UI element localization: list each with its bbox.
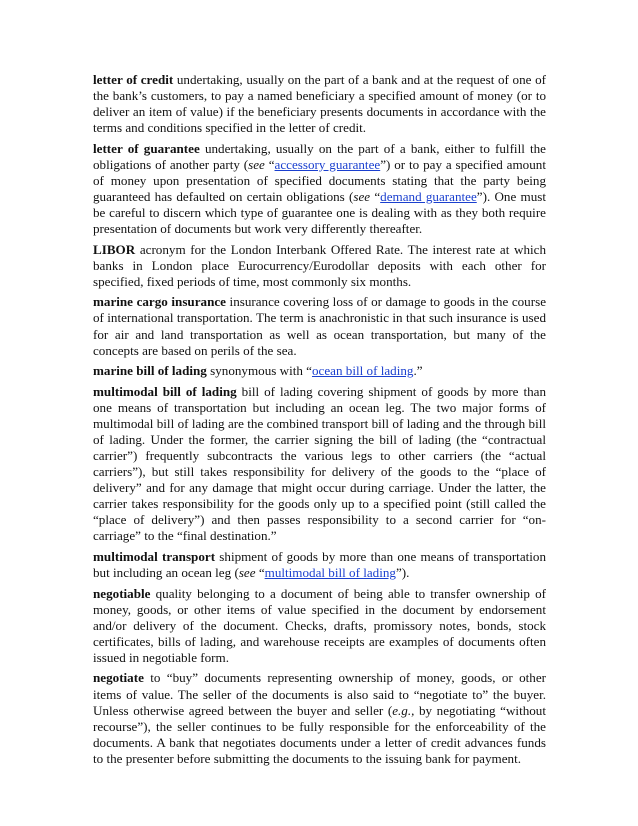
glossary-term: negotiate — [93, 670, 144, 686]
glossary-term: letter of credit — [93, 72, 174, 87]
glossary-entry — [93, 72, 546, 136]
definition-text: “ — [370, 189, 381, 205]
link-multimodal-bill-of-lading[interactable]: multimodal bill of lading — [264, 565, 396, 581]
glossary-term: marine bill of lading — [93, 363, 207, 379]
link-demand-guarantee[interactable]: demand guarantee — [380, 189, 477, 205]
definition-text: ”). — [395, 565, 410, 581]
definition-text: bill of lading covering shipment of goods by more than one means of transportation but including an ocean leg. The two major forms of multimodal bill of lading are the combined transport bill of lading and the through bill of lading. Under the former, the carrier signing the bill of lading (the “contractual carrier”) frequently subcontracts the various legs to other carriers (the “actual carriers”), but still takes responsibility for delivery of the goods to the “place of delivery” and for any damage that might occur during carriage. Under the latter, the carrier takes responsibility for the goods only up to a specified point (still called the “place of delivery”) and then passes responsibility to a second carrier for “on-carriage” to the “final destination.” — [93, 383, 546, 544]
definition-text: ”) or to pay a specified amount of money upon presentation of specified documents stating that the party being guaranteed has defaulted on certain obligations ( — [93, 156, 546, 205]
glossary-page — [93, 72, 546, 771]
glossary-term: multimodal bill of lading — [93, 383, 237, 399]
definition-text: “ — [255, 565, 265, 581]
definition-text: quality belonging to a document of being able to transfer ownership of money, goods, or other items of value specified in the document by endorsement and/or delivery of the document. Checks, drafts, promissory notes, bonds, stock certificates, bills of lading, and warehouse receipts are examples of documents often issued in negotiable form. — [93, 585, 546, 665]
glossary-entry — [93, 363, 546, 379]
glossary-entry — [93, 384, 546, 545]
see-reference: see — [353, 189, 371, 205]
glossary-term: negotiable — [93, 585, 151, 601]
definition-text: ”). One must be careful to discern which type of guarantee one is dealing with as they both require presentation of documents but work very differently thereafter. — [93, 189, 546, 237]
definition-text: synonymous with “ — [206, 363, 312, 379]
glossary-entry — [93, 242, 546, 290]
glossary-entry — [93, 141, 546, 238]
definition-text: undertaking, usually on the part of a bank and at the request of one of the bank’s customers, to pay a named beneficiary a specified amount of money (or to deliver an item of value) if the beneficiary presents documents in accordance with the terms and conditions specified in the letter of credit. — [93, 72, 546, 136]
glossary-term: multimodal transport — [93, 548, 216, 564]
link-accessory-guarantee[interactable]: accessory guarantee — [274, 156, 381, 172]
definition-text: by negotiating “without recourse”), the seller continues to be fully responsible for the enforceability of the documents. A bank that negotiates documents under a letter of credit advances funds to the presenter before submitting the documents to the issuing bank for payment. — [93, 702, 546, 766]
definition-text: insurance covering loss of or damage to goods in the course of international transportation. The term is anachronistic in that such insurance is used for air and land transportation as well as ocean transportation, but many of the concepts are based on perils of the sea. — [93, 294, 547, 358]
glossary-term: letter of guarantee — [93, 140, 200, 156]
example-reference: e.g., — [392, 702, 415, 718]
glossary-term: LIBOR — [93, 241, 136, 257]
glossary-term: marine cargo insurance — [93, 294, 226, 310]
glossary-entry — [93, 294, 546, 358]
see-reference: see — [248, 156, 265, 172]
definition-text: shipment of goods by more than one means of transportation but including an ocean leg ( — [93, 548, 547, 581]
definition-text: “ — [264, 156, 275, 172]
link-ocean-bill-of-lading[interactable]: ocean bill of lading — [311, 363, 414, 379]
definition-text: acronym for the London Interbank Offered Rate. The interest rate at which banks in London place Eurocurrency/Eurodollar deposits with each other for specified, fixed periods of time, most commonly six months. — [93, 241, 546, 289]
glossary-entry — [93, 586, 546, 666]
glossary-entry — [93, 549, 546, 581]
definition-text: undertaking, usually on the part of a bank, either to fulfill the obligations of another party ( — [93, 140, 546, 172]
glossary-entry — [93, 670, 546, 767]
see-reference: see — [238, 565, 256, 581]
definition-text: .” — [413, 363, 423, 379]
definition-text: to “buy” documents representing ownership of money, goods, or other items of value. The seller of the documents is also said to “negotiate to” the buyer. Unless otherwise agreed between the buyer and seller ( — [93, 670, 546, 718]
